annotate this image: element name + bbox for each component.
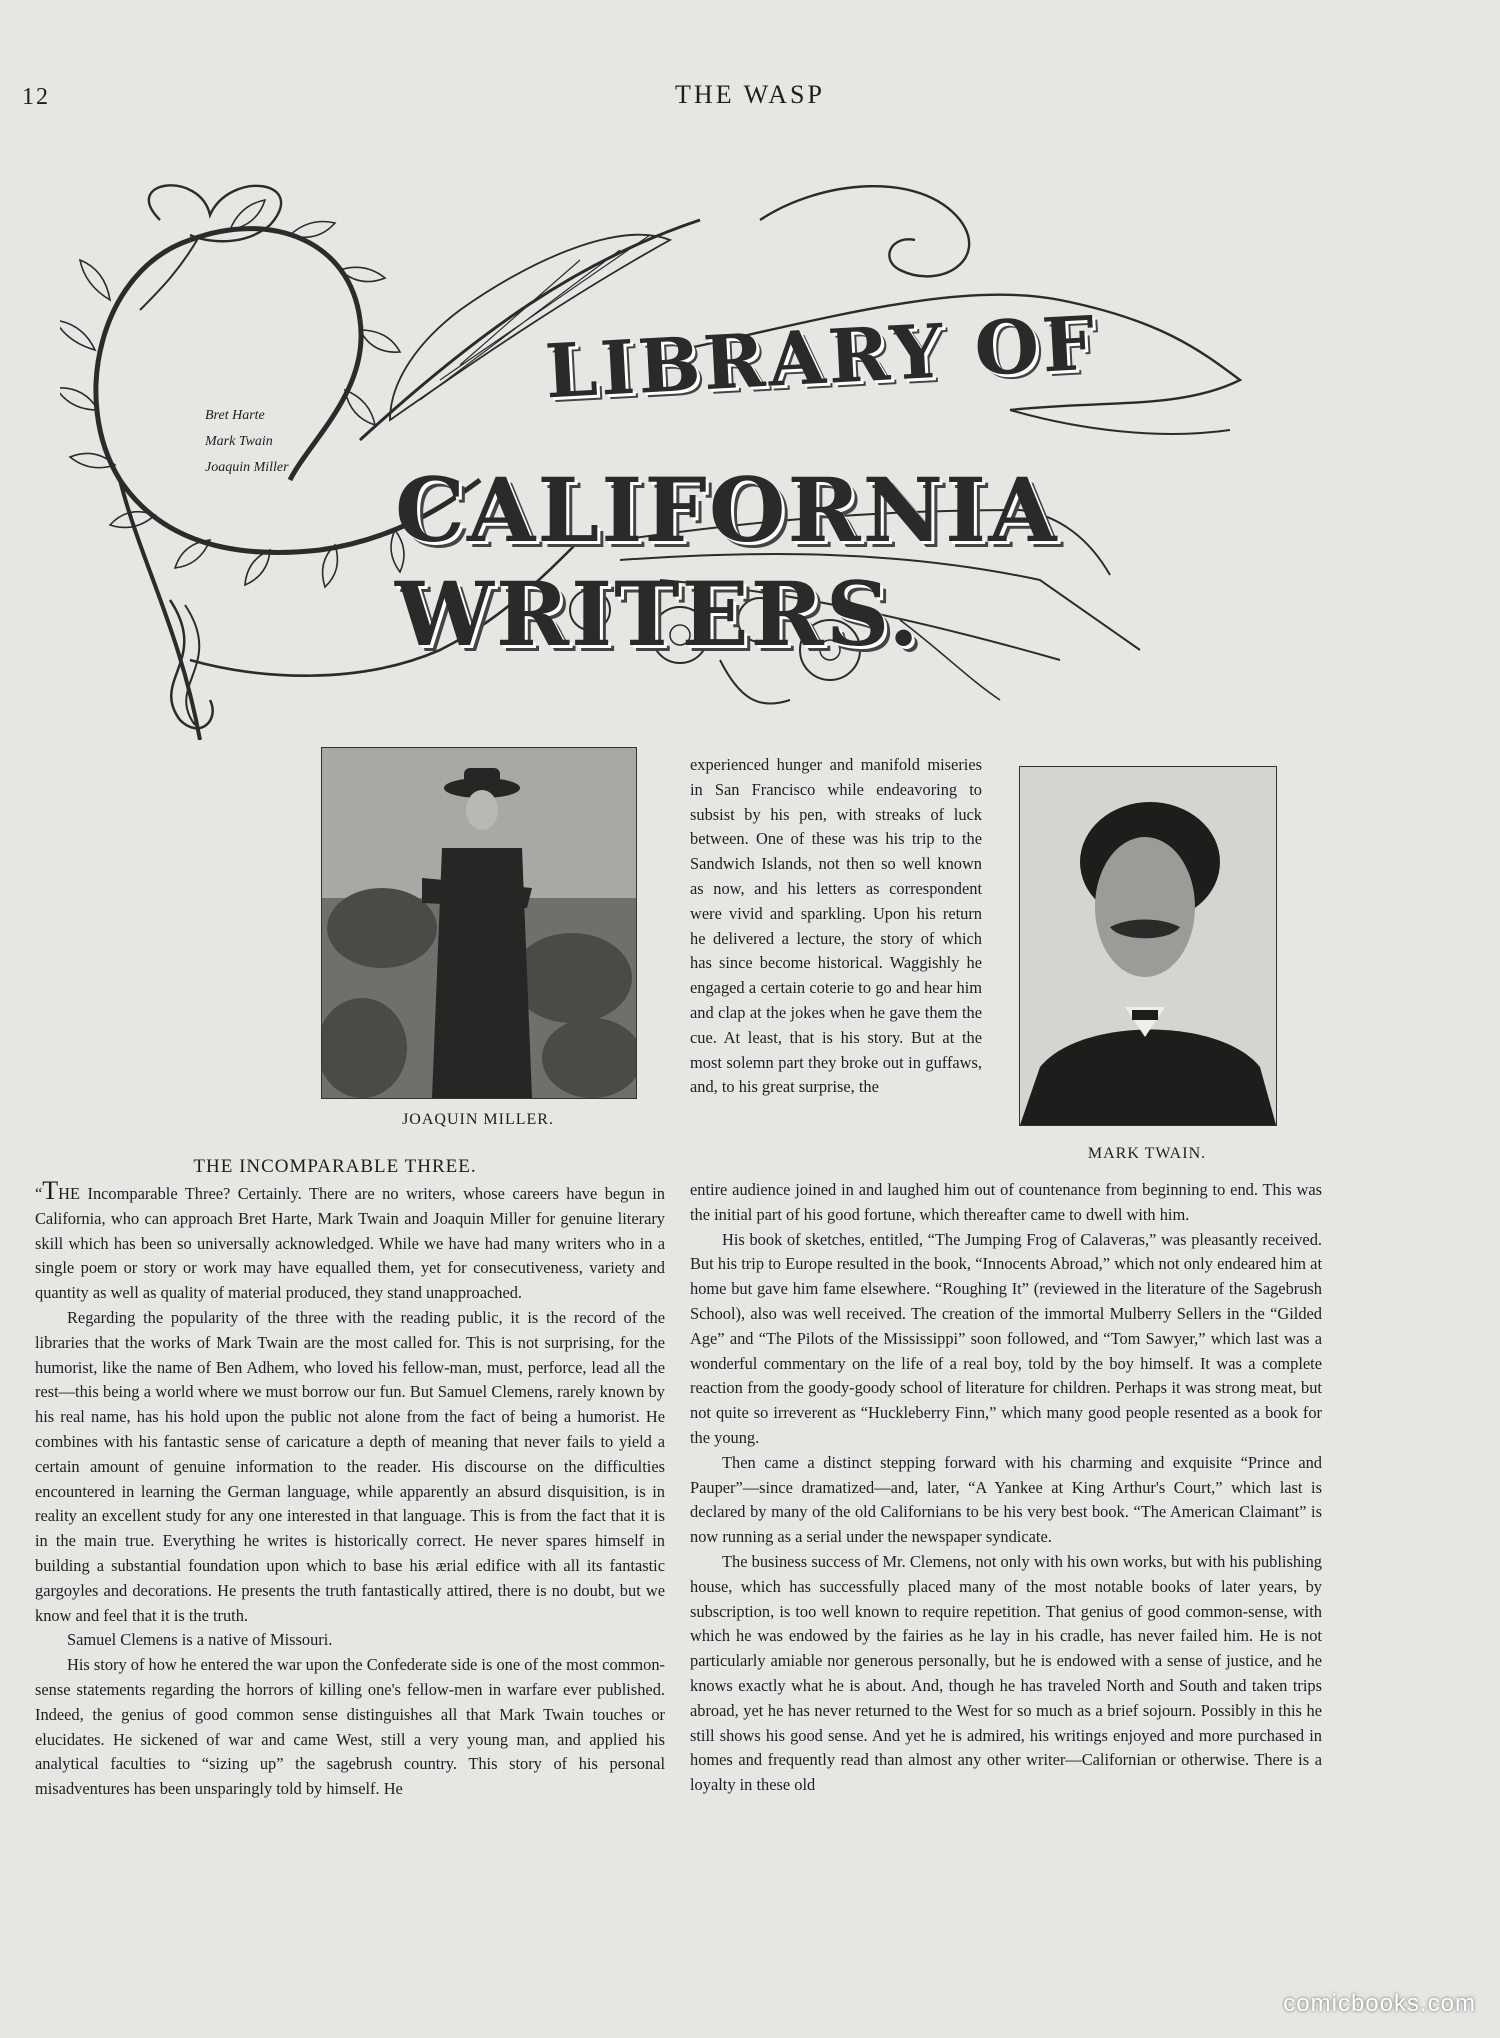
article-paragraph: The business success of Mr. Clemens, not only with his own works, but with his publishing house, which has successfully placed many of the most notable books of later years, by subscription, is too well known to require repetition. That genius of good common-sense, with which he was endowed by the fairies as he lay in his cradle, has never failed him. He is not particularly amiable nor generous personally, but he is endowed with a sense of justice, and he knows exactly what he is about. And, though he has traveled North and South and taken trips abroad, yet he has never returned to the West for so much as a brief sojourn. Possibly in this he still shows his good sense. And yet he is admired, his writings enjoyed and more purchased in homes and frequently read than almost any other writer—Californian or otherwise. There is a loyalty in these old xyxy=(690,1551,1322,1795)
article-heading: THE INCOMPARABLE THREE. xyxy=(193,1156,477,1177)
article-column-right xyxy=(690,1178,1322,2006)
opening-quote: “ xyxy=(35,1184,43,1203)
article-paragraph: His story of how he entered the war upon the Confederate side is one of the most common-sense statements regarding the horrors of killing one's fellow-men in warfare ever published. Indeed, the genius of good common sense distinguishes all that Mark Twain touches or elucidates. He sickened of war and came West, still a very young man, and applied his analytical faculties to “sizing up” the sagebrush country. This story of his personal misadventures has been unsparingly told by himself. He xyxy=(35,1655,665,1799)
article-column-middle xyxy=(690,753,982,1158)
article-paragraph: Regarding the popularity of the three with the reading public, it is the record of the libraries that the works of Mark Twain are the most called for. This is not surprising, for the humorist, like the name of Ben Adhem, who loved his fellow-man, must, perforce, lead all the rest—this being a world where we must borrow our fun. But Samuel Clemens, rarely known by his real name, has his hold upon the public not alone from the fact of being a humorist. He combines with his fantastic sense of caricature a depth of meaning that never fails to yield a certain amount of genuine information to the reader. His discourse on the difficulties encountered in learning the German language, while apparently an absurd disquisition, is in reality an excellent study for any one interested in that language. This is from the fact that it is in the main true. Everything he writes is historically correct. He never spares himself in building a substantial foundation upon which to base his ærial edifice with all its fantastic gargoyles and decorations. He presents the truth fantastically attired, there is no doubt, but we know and feel that it is the truth. xyxy=(35,1307,665,1625)
running-head: THE WASP xyxy=(675,80,825,109)
article-column-left xyxy=(35,1178,665,2008)
article-paragraph: His book of sketches, entitled, “The Jumping Frog of Calaveras,” was pleasantly received. But his trip to Europe resulted in the book, “Innocents Abroad,” which not only endeared him at home but gave him fame elsewhere. “Roughing It” (reviewed in the literature of the Sagebrush School), also was well received. The creation of the immortal Mulberry Sellers in the “Gilded Age” and “The Pilots of the Mississippi” soon followed, and “Tom Sawyer,” which last was a wonderful commentary on the life of a real boy, told by the boy himself. It was a complete reaction from the goody-goody school of literature for children. Perhaps it was strong meat, but not quite so irreverent as “Huckleberry Finn,” which many good people resented as a book for the young. xyxy=(690,1229,1322,1447)
opening-text: HE Incomparable Three? Certainly. There are no writers, whose careers have begun in California, who can approach Bret Harte, Mark Twain and Joaquin Miller for genuine literary skill which has been so universally acknowledged. While we have had many writers who in a single poem or story or work may have equalled them, yet for consecutiveness, variety and quantity as well as quality of material produced, they stand unapproached. xyxy=(35,1184,665,1303)
drop-cap: T xyxy=(42,1176,59,1205)
joaquin-miller-photo xyxy=(321,747,637,1099)
wreath-name: Bret Harte xyxy=(205,408,265,423)
wreath-name: Mark Twain xyxy=(205,434,273,449)
mark-twain-photo xyxy=(1019,766,1277,1126)
page-number: 12 xyxy=(22,84,50,110)
article-paragraph: experienced hunger and manifold miseries in San Francisco while endeavoring to subsist by his pen, with streaks of luck between. One of these was his trip to the Sandwich Islands, not then so well known as now, and his letters as correspondent were vivid and sparkling. Upon his return he delivered a lecture, the story of which has since become historical. Waggishly he engaged a certain coterie to go and hear him and clap at the jokes when he gave them the cue. At least, that is his story. But at the most solemn part they broke out in guffaws, and, to his great surprise, the xyxy=(690,755,982,1097)
site-watermark: comicbooks.com xyxy=(1283,1990,1476,2017)
article-paragraph: Samuel Clemens is a native of Missouri. xyxy=(67,1630,333,1650)
article-paragraph: entire audience joined in and laughed him out of countenance from beginning to end. This was the initial part of his good fortune, which thereafter came to dwell with him. xyxy=(690,1180,1322,1224)
wreath-name-list xyxy=(205,403,289,481)
banner-title-line2: CALIFORNIA WRITERS. xyxy=(395,458,1059,666)
photo-caption: JOAQUIN MILLER. xyxy=(402,1111,554,1128)
wreath-name: Joaquin Miller xyxy=(205,460,289,475)
photo-caption: MARK TWAIN. xyxy=(1087,1145,1207,1162)
article-paragraph xyxy=(35,1178,665,1306)
article-paragraph: Then came a distinct stepping forward with his charming and exquisite “Prince and Pauper”—since dramatized—and, later, “A Yankee at King Arthur's Court,” which last is declared by many of the old Californians to be his very best book. “The American Claimant” is now running as a serial under the newspaper syndicate. xyxy=(690,1452,1322,1547)
banner-title-line1: LIBRARY OF xyxy=(543,300,1100,416)
